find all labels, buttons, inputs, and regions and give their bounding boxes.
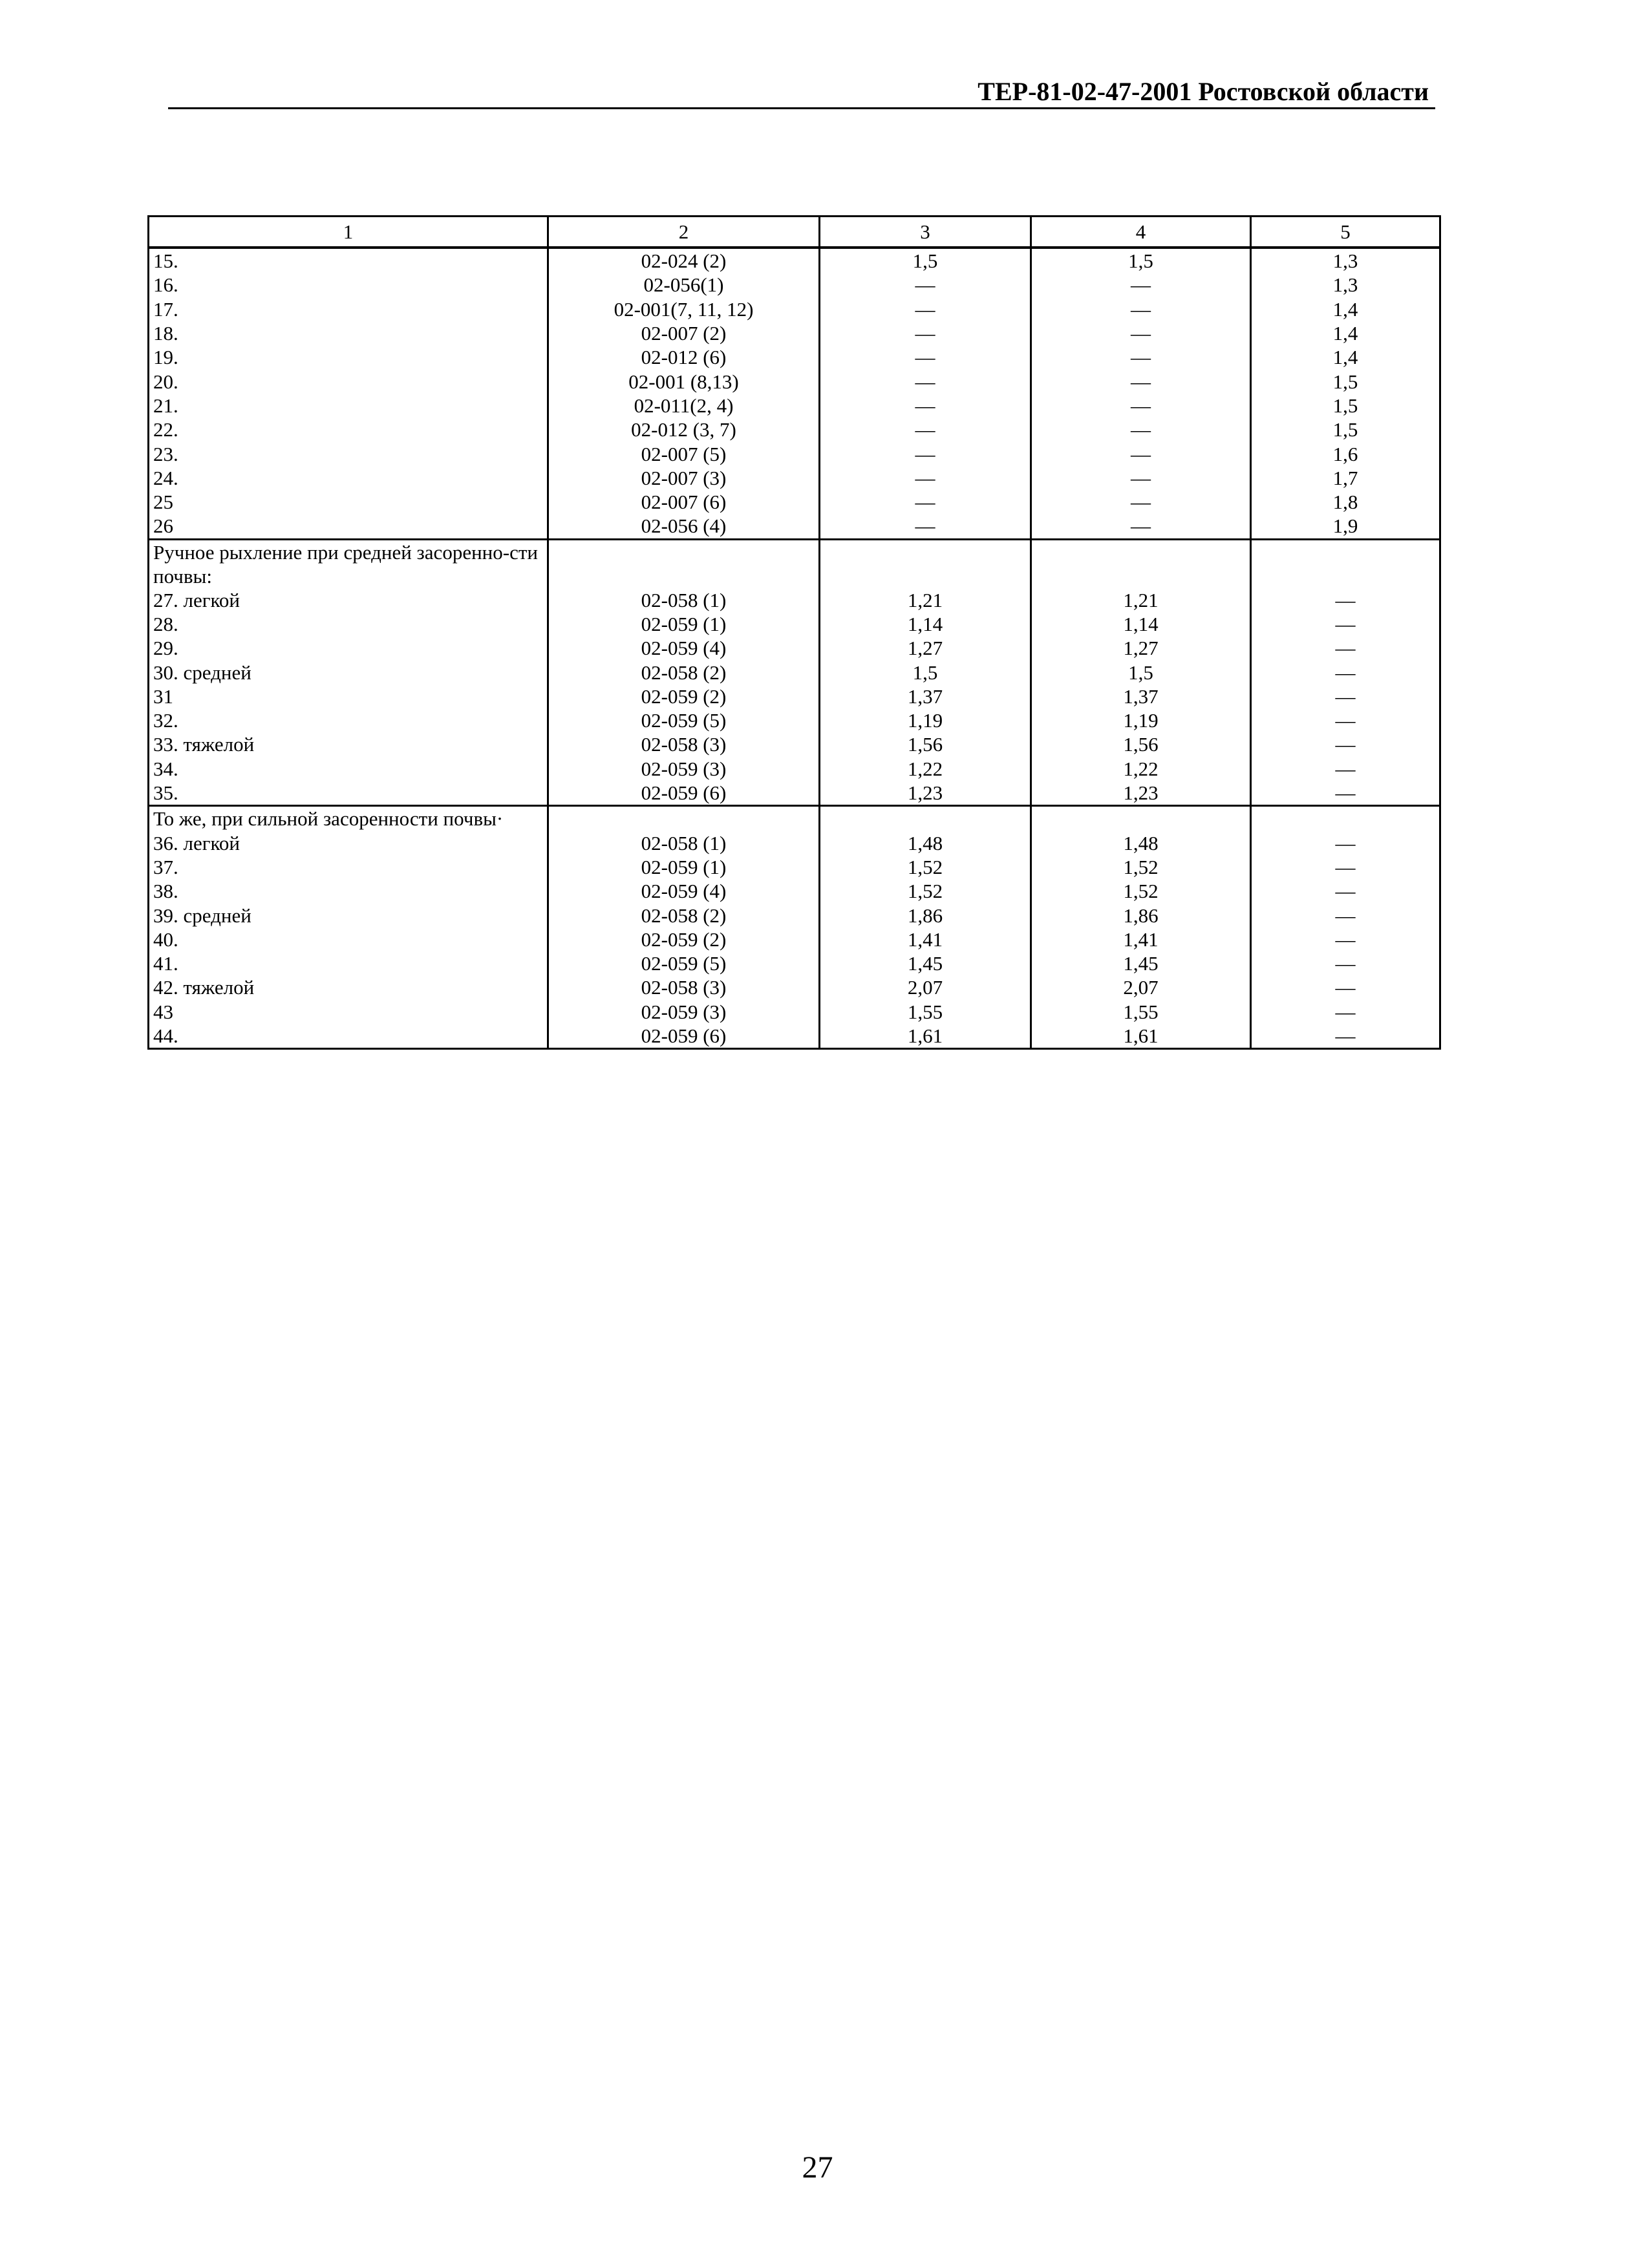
empty-cell	[820, 806, 1031, 831]
table-row	[149, 831, 1440, 855]
column-header: 2	[548, 217, 820, 248]
table-cell: 2,07	[1031, 975, 1251, 999]
table-cell: 1,5	[820, 660, 1031, 684]
table-row	[149, 636, 1440, 660]
table-cell: 02-056 (4)	[548, 514, 820, 539]
table-cell: 1,48	[1031, 831, 1251, 855]
table-cell: 1,5	[820, 248, 1031, 273]
table-cell: —	[820, 490, 1031, 514]
table-cell: —	[1251, 879, 1440, 903]
column-header: 3	[820, 217, 1031, 248]
table-cell: 1,45	[1031, 951, 1251, 975]
table-cell: 1,3	[1251, 273, 1440, 297]
table-cell: 22.	[149, 418, 548, 441]
empty-cell	[1031, 806, 1251, 831]
table-cell: 1,55	[1031, 1000, 1251, 1024]
table-cell: 1,4	[1251, 297, 1440, 321]
table-row	[149, 418, 1440, 441]
table-cell: 16.	[149, 273, 548, 297]
table-row	[149, 297, 1440, 321]
table-cell: 1,41	[1031, 927, 1251, 951]
table-cell: 02-011(2, 4)	[548, 394, 820, 418]
table-row	[149, 975, 1440, 999]
table-cell: 17.	[149, 297, 548, 321]
table-cell: 23.	[149, 441, 548, 465]
table-body	[149, 248, 1440, 1049]
table-cell: —	[820, 418, 1031, 441]
table-cell: 1,22	[1031, 757, 1251, 781]
table-cell: 33. тяжелой	[149, 732, 548, 756]
table-cell: 02-058 (3)	[548, 975, 820, 999]
table-cell: 1,52	[820, 879, 1031, 903]
table-cell: 1,5	[1031, 660, 1251, 684]
table-cell: —	[1031, 321, 1251, 345]
table-row	[149, 248, 1440, 273]
table-cell: 21.	[149, 394, 548, 418]
page-number: 27	[802, 2150, 833, 2185]
table-cell: —	[820, 369, 1031, 393]
table-row	[149, 855, 1440, 879]
table-row	[149, 879, 1440, 903]
table-cell: 1,9	[1251, 514, 1440, 539]
table-cell: —	[1031, 418, 1251, 441]
table-row	[149, 757, 1440, 781]
table-row	[149, 588, 1440, 612]
table-row	[149, 273, 1440, 297]
table-cell: 27. легкой	[149, 588, 548, 612]
table-cell: 39. средней	[149, 903, 548, 927]
table-cell: —	[1251, 757, 1440, 781]
coefficient-table	[147, 215, 1441, 1050]
table-cell: 02-059 (2)	[548, 684, 820, 708]
table-cell: —	[1251, 732, 1440, 756]
column-header: 4	[1031, 217, 1251, 248]
table-cell: 1,22	[820, 757, 1031, 781]
section-heading-row	[149, 806, 1440, 831]
table-cell: 02-024 (2)	[548, 248, 820, 273]
table-cell: —	[1031, 345, 1251, 369]
table-cell: —	[1031, 369, 1251, 393]
table-cell: 02-001 (8,13)	[548, 369, 820, 393]
column-header: 5	[1251, 217, 1440, 248]
table-row	[149, 1000, 1440, 1024]
table-cell: —	[820, 394, 1031, 418]
table-cell: 02-007 (6)	[548, 490, 820, 514]
table-cell: 02-059 (2)	[548, 927, 820, 951]
table-row	[149, 732, 1440, 756]
table-cell: —	[1031, 273, 1251, 297]
table-cell: 26	[149, 514, 548, 539]
table-cell: 18.	[149, 321, 548, 345]
table-cell: 02-012 (3, 7)	[548, 418, 820, 441]
table-row	[149, 660, 1440, 684]
table-cell: 1,27	[820, 636, 1031, 660]
table-cell: 02-058 (2)	[548, 660, 820, 684]
table-cell: —	[1031, 514, 1251, 539]
table-cell: —	[1031, 490, 1251, 514]
table-cell: 1,27	[1031, 636, 1251, 660]
table-cell: 1,21	[820, 588, 1031, 612]
table-cell: —	[820, 297, 1031, 321]
empty-cell	[1251, 539, 1440, 588]
table-cell: —	[820, 345, 1031, 369]
table-cell: —	[1251, 781, 1440, 806]
document-title: ТЕР-81-02-47-2001 Ростовской области	[978, 77, 1429, 106]
table-cell: 02-059 (3)	[548, 1000, 820, 1024]
table-row	[149, 321, 1440, 345]
table-cell: 1,14	[1031, 612, 1251, 636]
table-cell: 25	[149, 490, 548, 514]
section-heading: Ручное рыхление при средней засоренно-сти почвы:	[149, 539, 548, 588]
table-cell: —	[1251, 1000, 1440, 1024]
table-row	[149, 394, 1440, 418]
table-cell: 1,5	[1251, 394, 1440, 418]
table-row	[149, 708, 1440, 732]
empty-cell	[1251, 806, 1440, 831]
table-cell: —	[1251, 951, 1440, 975]
table-cell: 40.	[149, 927, 548, 951]
table-cell: 1,56	[820, 732, 1031, 756]
empty-cell	[548, 806, 820, 831]
table-cell: 24.	[149, 466, 548, 490]
table-cell: 1,5	[1031, 248, 1251, 273]
table-cell: 34.	[149, 757, 548, 781]
empty-cell	[820, 539, 1031, 588]
table-cell: —	[1251, 855, 1440, 879]
table-cell: 02-059 (3)	[548, 757, 820, 781]
table-cell: 32.	[149, 708, 548, 732]
table-cell: 1,4	[1251, 321, 1440, 345]
table-cell: 37.	[149, 855, 548, 879]
table-cell: 02-058 (2)	[548, 903, 820, 927]
column-header: 1	[149, 217, 548, 248]
table-cell: 2,07	[820, 975, 1031, 999]
table-header-row	[149, 217, 1440, 248]
table-cell: 15.	[149, 248, 548, 273]
table-cell: 42. тяжелой	[149, 975, 548, 999]
table-cell: —	[1031, 466, 1251, 490]
table-cell: —	[1251, 708, 1440, 732]
table-cell: 1,7	[1251, 466, 1440, 490]
table-cell: —	[820, 273, 1031, 297]
table-cell: —	[1251, 1024, 1440, 1049]
table-cell: 02-058 (1)	[548, 831, 820, 855]
table-cell: —	[1251, 903, 1440, 927]
empty-cell	[548, 539, 820, 588]
table-row	[149, 490, 1440, 514]
table-cell: 02-059 (1)	[548, 855, 820, 879]
table-cell: —	[1031, 297, 1251, 321]
table-cell: —	[1251, 612, 1440, 636]
table-cell: 36. легкой	[149, 831, 548, 855]
table-cell: 1,61	[820, 1024, 1031, 1049]
table-cell: 41.	[149, 951, 548, 975]
table-cell: —	[820, 441, 1031, 465]
table-cell: —	[820, 466, 1031, 490]
table-row	[149, 514, 1440, 539]
table-row	[149, 781, 1440, 806]
table-cell: 1,19	[1031, 708, 1251, 732]
table-cell: 1,3	[1251, 248, 1440, 273]
table-cell: 1,19	[820, 708, 1031, 732]
table-row	[149, 951, 1440, 975]
table-cell: 1,4	[1251, 345, 1440, 369]
table-cell: 1,45	[820, 951, 1031, 975]
table-cell: 1,5	[1251, 418, 1440, 441]
table-row	[149, 369, 1440, 393]
section-heading-row	[149, 539, 1440, 588]
table-row	[149, 1024, 1440, 1049]
table-cell: 02-059 (1)	[548, 612, 820, 636]
table-cell: —	[1251, 927, 1440, 951]
table-cell: 44.	[149, 1024, 548, 1049]
table-cell: 1,5	[1251, 369, 1440, 393]
table-cell: 02-001(7, 11, 12)	[548, 297, 820, 321]
table-cell: 28.	[149, 612, 548, 636]
table-cell: —	[1251, 831, 1440, 855]
table-cell: 1,86	[1031, 903, 1251, 927]
table-cell: 02-007 (3)	[548, 466, 820, 490]
table-row	[149, 441, 1440, 465]
table-row	[149, 612, 1440, 636]
table-cell: —	[1251, 684, 1440, 708]
table-cell: —	[1031, 441, 1251, 465]
table-cell: 02-059 (6)	[548, 781, 820, 806]
table-cell: 02-056(1)	[548, 273, 820, 297]
table-cell: 02-012 (6)	[548, 345, 820, 369]
table-cell: 43	[149, 1000, 548, 1024]
table-cell: —	[820, 514, 1031, 539]
table-cell: 02-059 (4)	[548, 879, 820, 903]
table-cell: 38.	[149, 879, 548, 903]
table-cell: 1,56	[1031, 732, 1251, 756]
table-cell: 20.	[149, 369, 548, 393]
table-row	[149, 927, 1440, 951]
table-cell: 1,23	[1031, 781, 1251, 806]
table-cell: 02-059 (4)	[548, 636, 820, 660]
table-cell: 02-058 (3)	[548, 732, 820, 756]
table-cell: 1,14	[820, 612, 1031, 636]
table-cell: 02-058 (1)	[548, 588, 820, 612]
table-cell: 02-059 (6)	[548, 1024, 820, 1049]
table-cell: 1,41	[820, 927, 1031, 951]
table-cell: 1,61	[1031, 1024, 1251, 1049]
table-cell: 1,55	[820, 1000, 1031, 1024]
table-cell: 1,48	[820, 831, 1031, 855]
section-heading: То же, при сильной засоренности почвы·	[149, 806, 548, 831]
table-cell: 1,21	[1031, 588, 1251, 612]
table-cell: —	[1251, 975, 1440, 999]
table-cell: 1,8	[1251, 490, 1440, 514]
table-cell: 31	[149, 684, 548, 708]
table-row	[149, 345, 1440, 369]
table-cell: 1,37	[820, 684, 1031, 708]
table-row	[149, 903, 1440, 927]
table-cell: —	[1031, 394, 1251, 418]
table-cell: 35.	[149, 781, 548, 806]
table-cell: —	[1251, 636, 1440, 660]
table-cell: 02-059 (5)	[548, 951, 820, 975]
page-header	[168, 76, 1435, 109]
table-cell: 1,23	[820, 781, 1031, 806]
table-cell: —	[1251, 588, 1440, 612]
table-cell: 1,37	[1031, 684, 1251, 708]
table-cell: 02-007 (5)	[548, 441, 820, 465]
table-cell: 02-007 (2)	[548, 321, 820, 345]
table-row	[149, 466, 1440, 490]
table-row	[149, 684, 1440, 708]
table-cell: 02-059 (5)	[548, 708, 820, 732]
table-cell: —	[1251, 660, 1440, 684]
empty-cell	[1031, 539, 1251, 588]
table-cell: 19.	[149, 345, 548, 369]
table-cell: 1,52	[1031, 879, 1251, 903]
table-cell: 29.	[149, 636, 548, 660]
table-cell: 1,52	[1031, 855, 1251, 879]
table-cell: 1,6	[1251, 441, 1440, 465]
table-cell: 30. средней	[149, 660, 548, 684]
table-cell: 1,52	[820, 855, 1031, 879]
table-cell: 1,86	[820, 903, 1031, 927]
table-cell: —	[820, 321, 1031, 345]
